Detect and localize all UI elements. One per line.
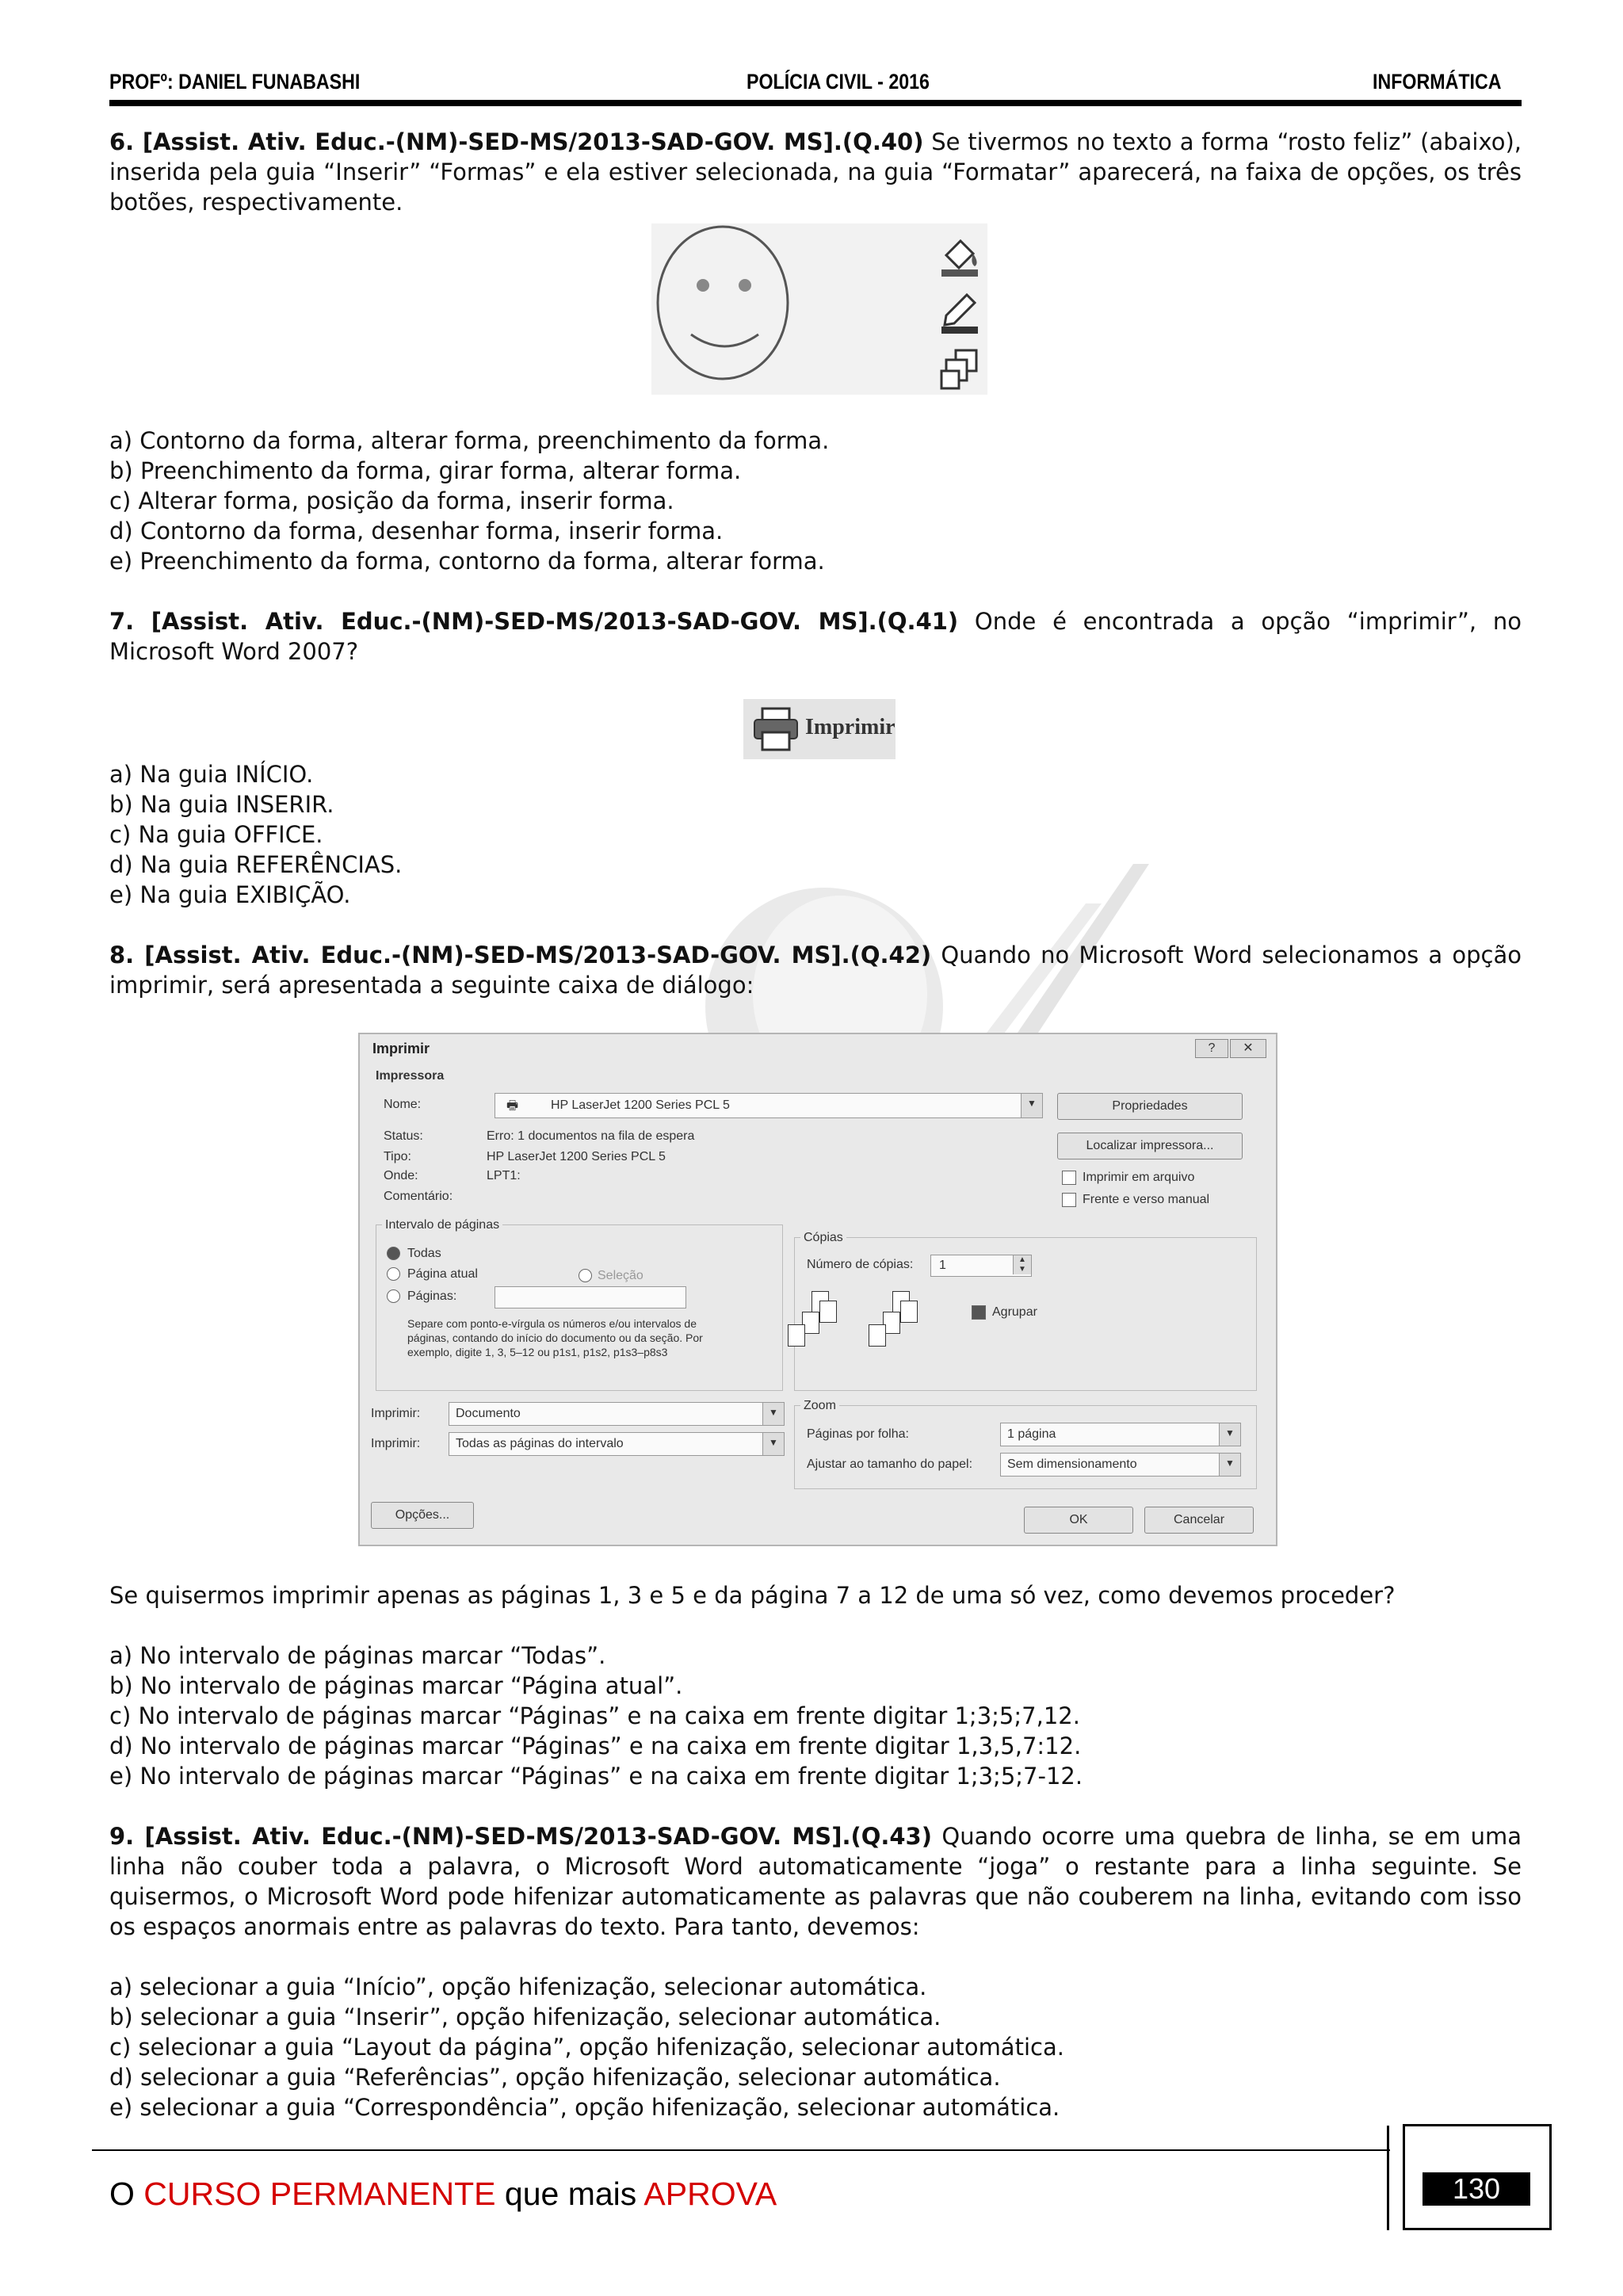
copies-number-label: Número de cópias: [807,1258,914,1271]
collate-page-icon [819,1301,837,1323]
change-shape-icon [938,347,983,392]
question-6 [109,127,1522,217]
pages-per-sheet-select[interactable] [1000,1423,1241,1446]
question-7-text: Onde é encontrada a opção “imprimir”, no Microsoft Word 2007? [109,608,1522,665]
pages-per-sheet-label: Páginas por folha: [807,1427,909,1441]
printer-icon-small: 🖶 [506,1099,519,1113]
print-button-label: Imprimir [805,715,896,739]
options-button[interactable]: Opções... [371,1502,474,1529]
find-printer-button[interactable]: Localizar impressora... [1057,1133,1243,1159]
range-selection-radio[interactable] [579,1269,592,1282]
range-all-radio[interactable] [387,1247,400,1260]
collate-page-icon [869,1324,886,1347]
smiley-face-image [651,223,987,395]
comment-label: Comentário: [384,1190,453,1203]
range-pages-label: Páginas: [407,1289,457,1303]
q6-option-e: e) Preenchimento da forma, contorno da forma, alterar forma. [109,548,825,575]
footer-slogan-part1: O [109,2176,144,2212]
dialog-help-button[interactable]: ? [1195,1039,1228,1058]
range-pages-radio[interactable] [387,1289,400,1303]
scale-select[interactable] [1000,1453,1241,1477]
dialog-close-button[interactable]: ✕ [1230,1039,1266,1058]
q8-option-b: b) No intervalo de páginas marcar “Página atual”. [109,1672,683,1699]
print-value: Todas as páginas do intervalo [456,1437,624,1450]
question-9-text: Quando ocorre uma quebra de linha, se em uma linha não couber toda a palavra, o Microsoft Word automaticamente “joga” o restante para a linha seguinte. Se quisermos, o Microsoft Word pode hifenizar automaticamente as palavras que não couberem na linha, evitando com isso os espaços anormais entre as palavras do texto. Para tanto, devemos: [109,1823,1522,1940]
status-label: Status: [384,1129,423,1143]
printer-name-value: HP LaserJet 1200 Series PCL 5 [551,1098,730,1112]
footer-slogan [109,2176,777,2213]
q8-option-e: e) No intervalo de páginas marcar “Páginas” e na caixa em frente digitar 1;3;5;7-12. [109,1763,1083,1790]
chevron-down-icon [1219,1454,1240,1476]
header-author: PROFº: DANIEL FUNABASHI [109,70,361,94]
q7-option-e: e) Na guia EXIBIÇÃO. [109,881,351,908]
print-button-figure [743,699,896,759]
page-range-label: Intervalo de páginas [382,1218,502,1232]
range-pages-input[interactable] [495,1286,686,1308]
print-dialog [358,1033,1277,1546]
printer-icon [751,705,800,753]
scale-label: Ajustar ao tamanho do papel: [807,1457,973,1471]
print-what-label: Imprimir: [371,1407,421,1420]
shape-fill-icon [938,231,983,279]
where-label: Onde: [384,1169,418,1182]
status-value: Erro: 1 documentos na fila de espera [487,1129,695,1143]
q7-option-b: b) Na guia INSERIR. [109,791,334,818]
manual-duplex-checkbox[interactable] [1062,1193,1076,1207]
collate-page-icon [900,1301,918,1323]
q8-question: Se quisermos imprimir apenas as páginas 1, 3 e 5 e da página 7 a 12 de uma só vez, como devemos proceder? [109,1582,1396,1609]
copies-label: Cópias [800,1231,846,1245]
range-hint-text: Separe com ponto-e-vírgula os números e/ou intervalos de páginas, contando do início do documento ou da seção. Por exemplo, digite 1, 3, 5–12 ou p1s1, p1s2, p1s3–p8s3 [407,1317,703,1358]
question-6-text: Se tivermos no texto a forma “rosto feliz” (abaixo), inserida pela guia “Inserir” “Formas” e ela estiver selecionada, na guia “Formatar” aparecerá, na faixa de opções, os três botões, respectivamente. [109,128,1522,216]
footer-rule [92,2149,1390,2151]
footer-slogan-part2: CURSO PERMANENTE [143,2176,496,2212]
q9-option-d: d) selecionar a guia “Referências”, opção hifenização, selecionar automática. [109,2064,1001,2091]
chevron-down-icon [762,1403,784,1425]
footer-slogan-part3: que mais [495,2176,644,2212]
q9-option-e: e) selecionar a guia “Correspondência”, opção hifenização, selecionar automática. [109,2094,1060,2121]
copies-number-value: 1 [939,1259,946,1272]
shape-outline-icon [938,292,983,336]
scale-value: Sem dimensionamento [1007,1457,1137,1471]
print-label: Imprimir: [371,1437,421,1450]
name-label: Nome: [384,1098,422,1111]
properties-button[interactable]: Propriedades [1057,1093,1243,1120]
print-what-value: Documento [456,1407,521,1420]
question-8-title: 8. [Assist. Ativ. Educ.-(NM)-SED-MS/2013-SAD-GOV. MS].(Q.42) [109,942,932,968]
chevron-down-icon [762,1433,784,1455]
print-what-select[interactable] [449,1402,785,1426]
dialog-title: Imprimir [372,1041,430,1056]
manual-duplex-label: Frente e verso manual [1083,1193,1210,1206]
question-9-title: 9. [Assist. Ativ. Educ.-(NM)-SED-MS/2013-SAD-GOV. MS].(Q.43) [109,1823,932,1850]
q7-option-d: d) Na guia REFERÊNCIAS. [109,851,403,878]
q9-option-b: b) selecionar a guia “Inserir”, opção hifenização, selecionar automática. [109,2004,941,2030]
zoom-group [794,1405,1257,1489]
collate-label: Agrupar [992,1305,1037,1319]
range-current-label: Página atual [407,1267,478,1281]
range-current-radio[interactable] [387,1267,400,1281]
copies-spinner[interactable]: ▲ ▼ [1013,1255,1031,1274]
collate-page-icon [788,1324,805,1347]
question-8 [109,940,1522,1000]
q6-option-b: b) Preenchimento da forma, girar forma, alterar forma. [109,457,742,484]
pages-per-sheet-value: 1 página [1007,1427,1056,1441]
chevron-down-icon [1219,1423,1240,1446]
collate-checkbox[interactable] [972,1305,986,1320]
cancel-button[interactable]: Cancelar [1144,1507,1254,1534]
print-select[interactable] [449,1432,785,1456]
type-label: Tipo: [384,1150,411,1163]
q9-option-a: a) selecionar a guia “Início”, opção hifenização, selecionar automática. [109,1973,927,2000]
smiley-figure [651,223,987,395]
question-8-text: Quando no Microsoft Word selecionamos a opção imprimir, será apresentada a seguinte caixa de diálogo: [109,942,1522,999]
header-subject: INFORMÁTICA [1373,70,1502,94]
question-9 [109,1821,1522,1942]
q8-option-a: a) No intervalo de páginas marcar “Todas”. [109,1642,606,1669]
chevron-down-icon [1021,1094,1042,1117]
question-7-title: 7. [Assist. Ativ. Educ.-(NM)-SED-MS/2013-SAD-GOV. MS].(Q.41) [109,608,959,635]
printer-group-label: Impressora [376,1069,445,1083]
q8-option-c: c) No intervalo de páginas marcar “Páginas” e na caixa em frente digitar 1;3;5;7,12. [109,1702,1080,1729]
type-value: HP LaserJet 1200 Series PCL 5 [487,1150,666,1163]
q7-option-a: a) Na guia INÍCIO. [109,761,314,788]
footer-divider [1387,2126,1389,2230]
question-7 [109,606,1522,667]
header-exam: POLÍCIA CIVIL - 2016 [747,70,930,94]
printer-name-select[interactable] [495,1093,1043,1118]
range-selection-label: Seleção [598,1269,643,1282]
copies-number-input[interactable] [930,1255,1032,1277]
where-value: LPT1: [487,1169,521,1182]
header-rule [109,100,1522,106]
zoom-label: Zoom [800,1399,839,1413]
q9-option-c: c) selecionar a guia “Layout da página”, opção hifenização, selecionar automática. [109,2034,1064,2061]
q6-option-d: d) Contorno da forma, desenhar forma, inserir forma. [109,518,724,544]
question-6-title: 6. [Assist. Ativ. Educ.-(NM)-SED-MS/2013-SAD-GOV. MS].(Q.40) [109,128,924,155]
ok-button[interactable]: OK [1024,1507,1133,1534]
footer-slogan-part4: APROVA [643,2176,777,2212]
page-number: 130 [1423,2172,1530,2206]
page-number-box [1403,2124,1552,2230]
print-to-file-checkbox[interactable] [1062,1171,1076,1185]
q6-option-a: a) Contorno da forma, alterar forma, preenchimento da forma. [109,427,830,454]
q7-option-c: c) Na guia OFFICE. [109,821,323,848]
q6-option-c: c) Alterar forma, posição da forma, inserir forma. [109,487,674,514]
q8-option-d: d) No intervalo de páginas marcar “Páginas” e na caixa em frente digitar 1,3,5,7:12. [109,1733,1082,1759]
print-to-file-label: Imprimir em arquivo [1083,1171,1195,1184]
range-all-label: Todas [407,1247,441,1260]
